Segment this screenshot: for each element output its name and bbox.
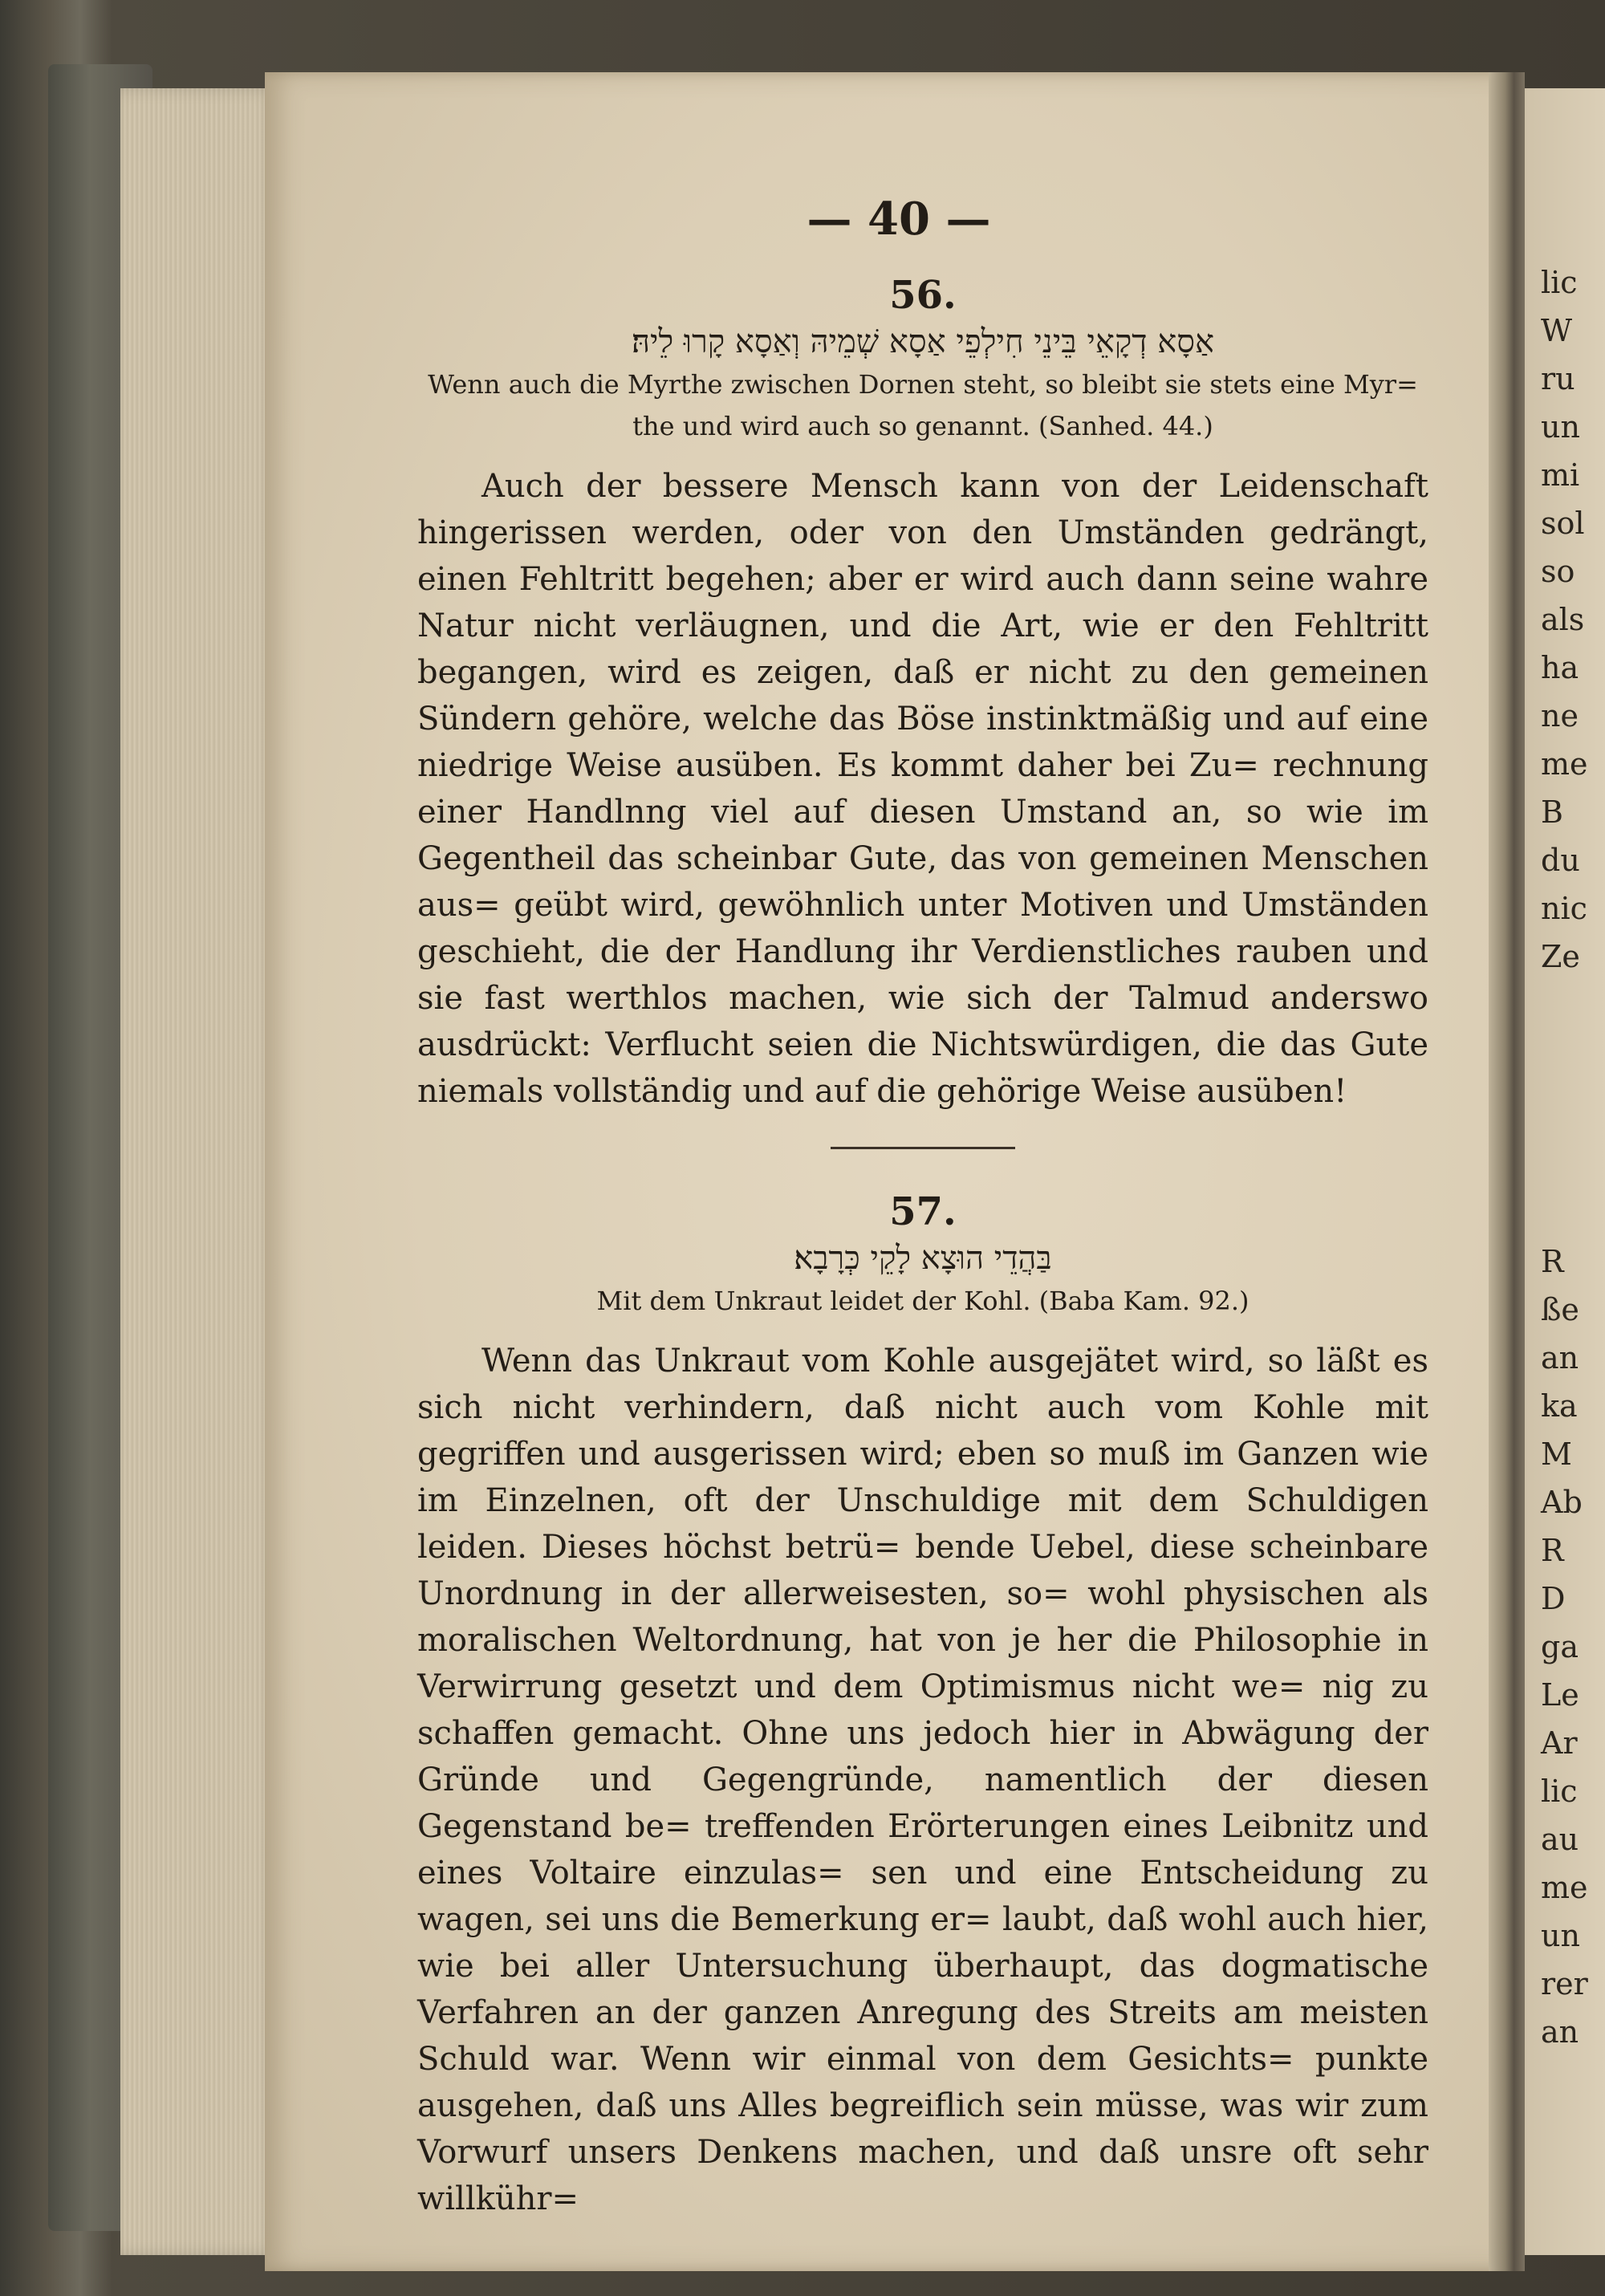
next-page-line: ße (1541, 1292, 1579, 1327)
next-page-line: D (1541, 1581, 1566, 1616)
next-page-line: B (1541, 794, 1563, 830)
page-content (417, 273, 1428, 2222)
translation: Mit dem Unkraut leidet der Kohl. (Baba Kam. 92.) (596, 1286, 1249, 1316)
page-number: — 40 — (807, 193, 991, 246)
next-page-line: an (1541, 2014, 1579, 2050)
next-page-line: rer (1541, 1966, 1588, 2001)
next-page-line: Ab (1541, 1485, 1583, 1520)
next-page-fragment (1525, 88, 1605, 2255)
next-page-line: R (1541, 1244, 1564, 1279)
translation: Wenn auch die Myrthe zwischen Dornen steht, so bleibt sie stets eine Myr= the und wird auch so genannt. (Sanhed. 44.) (428, 369, 1418, 441)
next-page-line: Ar (1541, 1725, 1578, 1761)
next-page-line: nic (1541, 891, 1587, 926)
book-gutter (1489, 72, 1525, 2271)
section-57 (417, 1189, 1428, 2222)
next-page-line: un (1541, 409, 1580, 445)
section-number: 56. (889, 273, 957, 318)
next-page-line: R (1541, 1533, 1564, 1568)
next-page-line: ga (1541, 1629, 1579, 1664)
next-page-line: M (1541, 1437, 1572, 1472)
hebrew-quote: בַּהֲדֵי הוּצָא לָקֵי כְּרָבָא׃ (794, 1240, 1052, 1277)
next-page-line: du (1541, 843, 1580, 878)
next-page-line: Ze (1541, 939, 1580, 974)
next-page-line: ha (1541, 650, 1579, 685)
section-body: Wenn das Unkraut vom Kohle ausgejätet wird, so läßt es sich nicht verhindern, daß nicht auch vom Kohle mit gegriffen und ausgerissen wird; eben so muß im Ganzen wie im Einzelnen, oft der Unschuldige mit dem Schuldigen leiden. Dieses höchst betrü= bende Uebel, diese scheinbare Unordnung in der allerweisesten, so= wohl physischen als moralischen Weltordnung, hat von je her die Philosophie in Verwirrung gesetzt und dem Optimismus nicht we= nig zu schaffen gemacht. Ohne uns jedoch hier in Abwägung der Gründe und Gegengründe, namentlich der diesen Gegenstand be= treffenden Erörterungen eines Leibnitz und eines Voltaire einzulas= sen und eine Entscheidung zu wagen, sei uns die Bemerkung er= laubt, daß wohl auch hier, wie bei aller Untersuchung überhaupt, das dogmatische Verfahren an der ganzen Anregung des Streits am meisten Schuld war. Wenn wir einmal von dem Gesichts= punkte ausgehen, daß uns Alles begreiflich sein müsse, was wir zum Vorwurf unsers Denkens machen, und daß unsre oft sehr willkühr= (417, 1343, 1428, 2217)
next-page-line: Le (1541, 1677, 1579, 1713)
page-stack-edge (120, 88, 281, 2255)
next-page-line: lic (1541, 1774, 1578, 1809)
next-page-line: an (1541, 1340, 1579, 1376)
section-56 (417, 273, 1428, 1115)
next-page-line: als (1541, 602, 1585, 637)
section-divider (831, 1147, 1015, 1149)
next-page-line: ne (1541, 698, 1579, 734)
section-body: Auch der bessere Mensch kann von der Leidenschaft hingerissen werden, oder von den Umständen gedrängt, einen Fehltritt begehen; aber er wird auch dann seine wahre Natur nicht verläugnen, und die Art, wie er den Fehltritt begangen, wird es zeigen, daß er nicht zu den gemeinen Sündern gehöre, welche das Böse instinktmäßig und auf eine niedrige Weise ausüben. Es kommt daher bei Zu= rechnung einer Handlnng viel auf diesen Umstand an, so wie im Gegentheil das scheinbar Gute, das von gemeinen Menschen aus= geübt wird, gewöhnlich unter Motiven und Umständen geschieht, die der Handlung ihr Verdienstliches rauben und sie fast werthlos machen, wie sich der Talmud anderswo ausdrückt: Verflucht seien die Nichtswürdigen, die das Gute niemals vollständig und auf die gehörige Weise ausüben! (417, 468, 1428, 1110)
next-page-line: me (1541, 1870, 1588, 1905)
next-page-line: ka (1541, 1388, 1578, 1424)
next-page-line: sol (1541, 506, 1585, 541)
next-page-line: ru (1541, 361, 1575, 396)
next-page-line: me (1541, 746, 1588, 782)
next-page-line: so (1541, 554, 1575, 589)
next-page-line: W (1541, 313, 1573, 348)
next-page-line: lic (1541, 265, 1578, 300)
section-number: 57. (889, 1189, 957, 1234)
hebrew-quote: אַסָא דְקָאֵי בֵּינֵי חִילְפֵי אַסָא שְׁמֵיהּ וְאַסָא קָרוּ לֵיהּ׃ (632, 323, 1214, 360)
next-page-line: au (1541, 1822, 1579, 1857)
next-page-line: un (1541, 1918, 1580, 1953)
next-page-line: mi (1541, 457, 1580, 493)
